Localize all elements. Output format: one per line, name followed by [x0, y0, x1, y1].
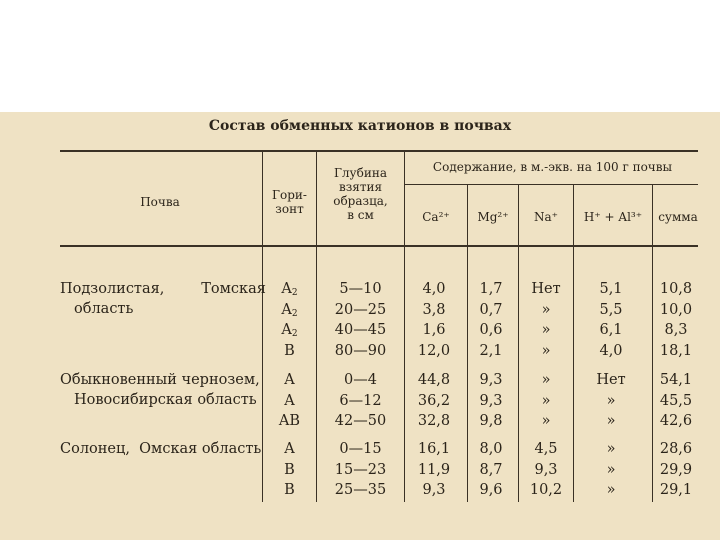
- table-cell-ca: 4,0: [422, 281, 446, 297]
- table-cell-depth: 80—90: [334, 342, 387, 359]
- header-bottom-rule: [60, 245, 698, 247]
- horizon-subscript: 2: [291, 288, 298, 298]
- table-cell-depth: 6—12: [339, 392, 382, 409]
- table-cell-mg: 2,1: [479, 342, 503, 359]
- table-cell-h-al: »: [606, 392, 616, 409]
- table-cell-na: »: [541, 301, 551, 318]
- table-cell-sum: 8,3: [664, 322, 688, 338]
- table-cell-horizon: $A_2$: [281, 301, 298, 319]
- table-cell-depth: 20—25: [334, 301, 387, 318]
- table-cell-na: 9,3: [534, 461, 558, 478]
- table-cell-na: »: [541, 342, 551, 359]
- table-cell-horizon: $A_2$: [281, 281, 298, 298]
- table-cell-horizon: $A_2$: [281, 322, 298, 339]
- table-cell-sum: 45,5: [659, 392, 693, 409]
- table-cell-mg: 9,3: [479, 392, 503, 409]
- table-cell-horizon: A: [284, 392, 295, 409]
- header-depth: Глубина взятия образца, в см: [333, 166, 388, 222]
- soil-name-line: Подзолистая, Томская: [60, 281, 266, 297]
- table-cell-ca: 9,3: [422, 482, 446, 498]
- table-cell-depth: 40—45: [334, 322, 387, 338]
- table-cell-mg: 9,3: [479, 372, 503, 388]
- table-cell-na: Нет: [531, 281, 561, 297]
- table-cell-ca: 16,1: [417, 441, 451, 457]
- table-cell-sum: 10,0: [659, 301, 693, 318]
- table-cell-mg: 0,6: [479, 322, 503, 338]
- header-sum: сумма: [658, 210, 698, 224]
- table-cell-h-al: »: [606, 482, 616, 498]
- table-cell-depth: 25—35: [334, 482, 387, 498]
- header-na: Na⁺: [534, 210, 558, 224]
- table-cell-h-al: »: [606, 441, 616, 457]
- table-cell-h-al: »: [606, 461, 616, 478]
- table-cell-na: 10,2: [529, 482, 563, 498]
- table-cell-depth: 15—23: [334, 461, 387, 478]
- table-cell-sum: 42,6: [659, 413, 693, 429]
- table-cell-ca: 3,8: [422, 301, 446, 318]
- table-cell-sum: 10,8: [659, 281, 693, 297]
- soil-name-line: Новосибирская область: [74, 392, 257, 408]
- table-cell-mg: 1,7: [479, 281, 503, 297]
- table-title: Состав обменных катионов в почвах: [208, 118, 512, 134]
- table-cell-ca: 44,8: [417, 372, 451, 388]
- table-cell-h-al: Нет: [596, 372, 626, 388]
- table-cell-depth: 5—10: [339, 281, 382, 297]
- soil-name-line: Обыкновенный чернозем,: [60, 372, 260, 388]
- top-rule: [60, 150, 698, 152]
- table-cell-h-al: 4,0: [599, 342, 623, 359]
- content-rule: [405, 184, 698, 185]
- table-cell-horizon: B: [284, 461, 295, 478]
- header-soil: Почва: [140, 195, 180, 209]
- header-content: Содержание, в м.-экв. на 100 г почвы: [432, 160, 673, 174]
- table-cell-horizon: A: [284, 441, 295, 457]
- table-cell-sum: 54,1: [659, 372, 693, 388]
- table-cell-mg: 9,6: [479, 482, 503, 498]
- horizon-subscript: 2: [291, 329, 298, 339]
- table-cell-depth: 42—50: [334, 413, 387, 429]
- soil-name-line: Солонец, Омская область: [60, 441, 262, 457]
- table-cell-na: 4,5: [534, 441, 558, 457]
- soil-name-line: область: [74, 301, 134, 317]
- table-cell-ca: 12,0: [417, 342, 451, 359]
- table-cell-sum: 29,1: [659, 482, 693, 498]
- table-cell-depth: 0—4: [344, 372, 377, 388]
- header-ca: Ca²⁺: [422, 210, 450, 224]
- table-cell-horizon: B: [284, 482, 295, 498]
- table-cell-mg: 8,0: [479, 441, 503, 457]
- table-cell-h-al: »: [606, 413, 616, 429]
- table-cell-mg: 9,8: [479, 413, 503, 429]
- table-cell-ca: 11,9: [417, 461, 451, 478]
- table-cell-h-al: 5,1: [599, 281, 623, 297]
- header-mg: Mg²⁺: [477, 210, 509, 224]
- table-cell-h-al: 5,5: [599, 301, 623, 318]
- table-cell-na: »: [541, 392, 551, 409]
- table-cell-ca: 32,8: [417, 413, 451, 429]
- table-cell-sum: 28,6: [659, 441, 693, 457]
- table-cell-horizon: A: [284, 372, 295, 388]
- table-cell-depth: 0—15: [339, 441, 382, 457]
- table-cell-na: »: [541, 413, 551, 429]
- table-cell-na: »: [541, 372, 551, 388]
- header-horizon: Гори- зонт: [272, 188, 307, 216]
- table-cell-na: »: [541, 322, 551, 338]
- table-cell-sum: 18,1: [659, 342, 693, 359]
- table-cell-horizon: B: [284, 342, 295, 359]
- table-cell-mg: 0,7: [479, 301, 503, 318]
- table-cell-ca: 36,2: [417, 392, 451, 409]
- table-cell-ca: 1,6: [422, 322, 446, 338]
- header-h-al: H⁺ + Al³⁺: [583, 210, 643, 224]
- table-cell-h-al: 6,1: [599, 322, 623, 338]
- table-cell-mg: 8,7: [479, 461, 503, 478]
- horizon-subscript: 2: [291, 308, 298, 319]
- table-cell-horizon: AB: [278, 413, 301, 429]
- table-cell-sum: 29,9: [659, 461, 693, 478]
